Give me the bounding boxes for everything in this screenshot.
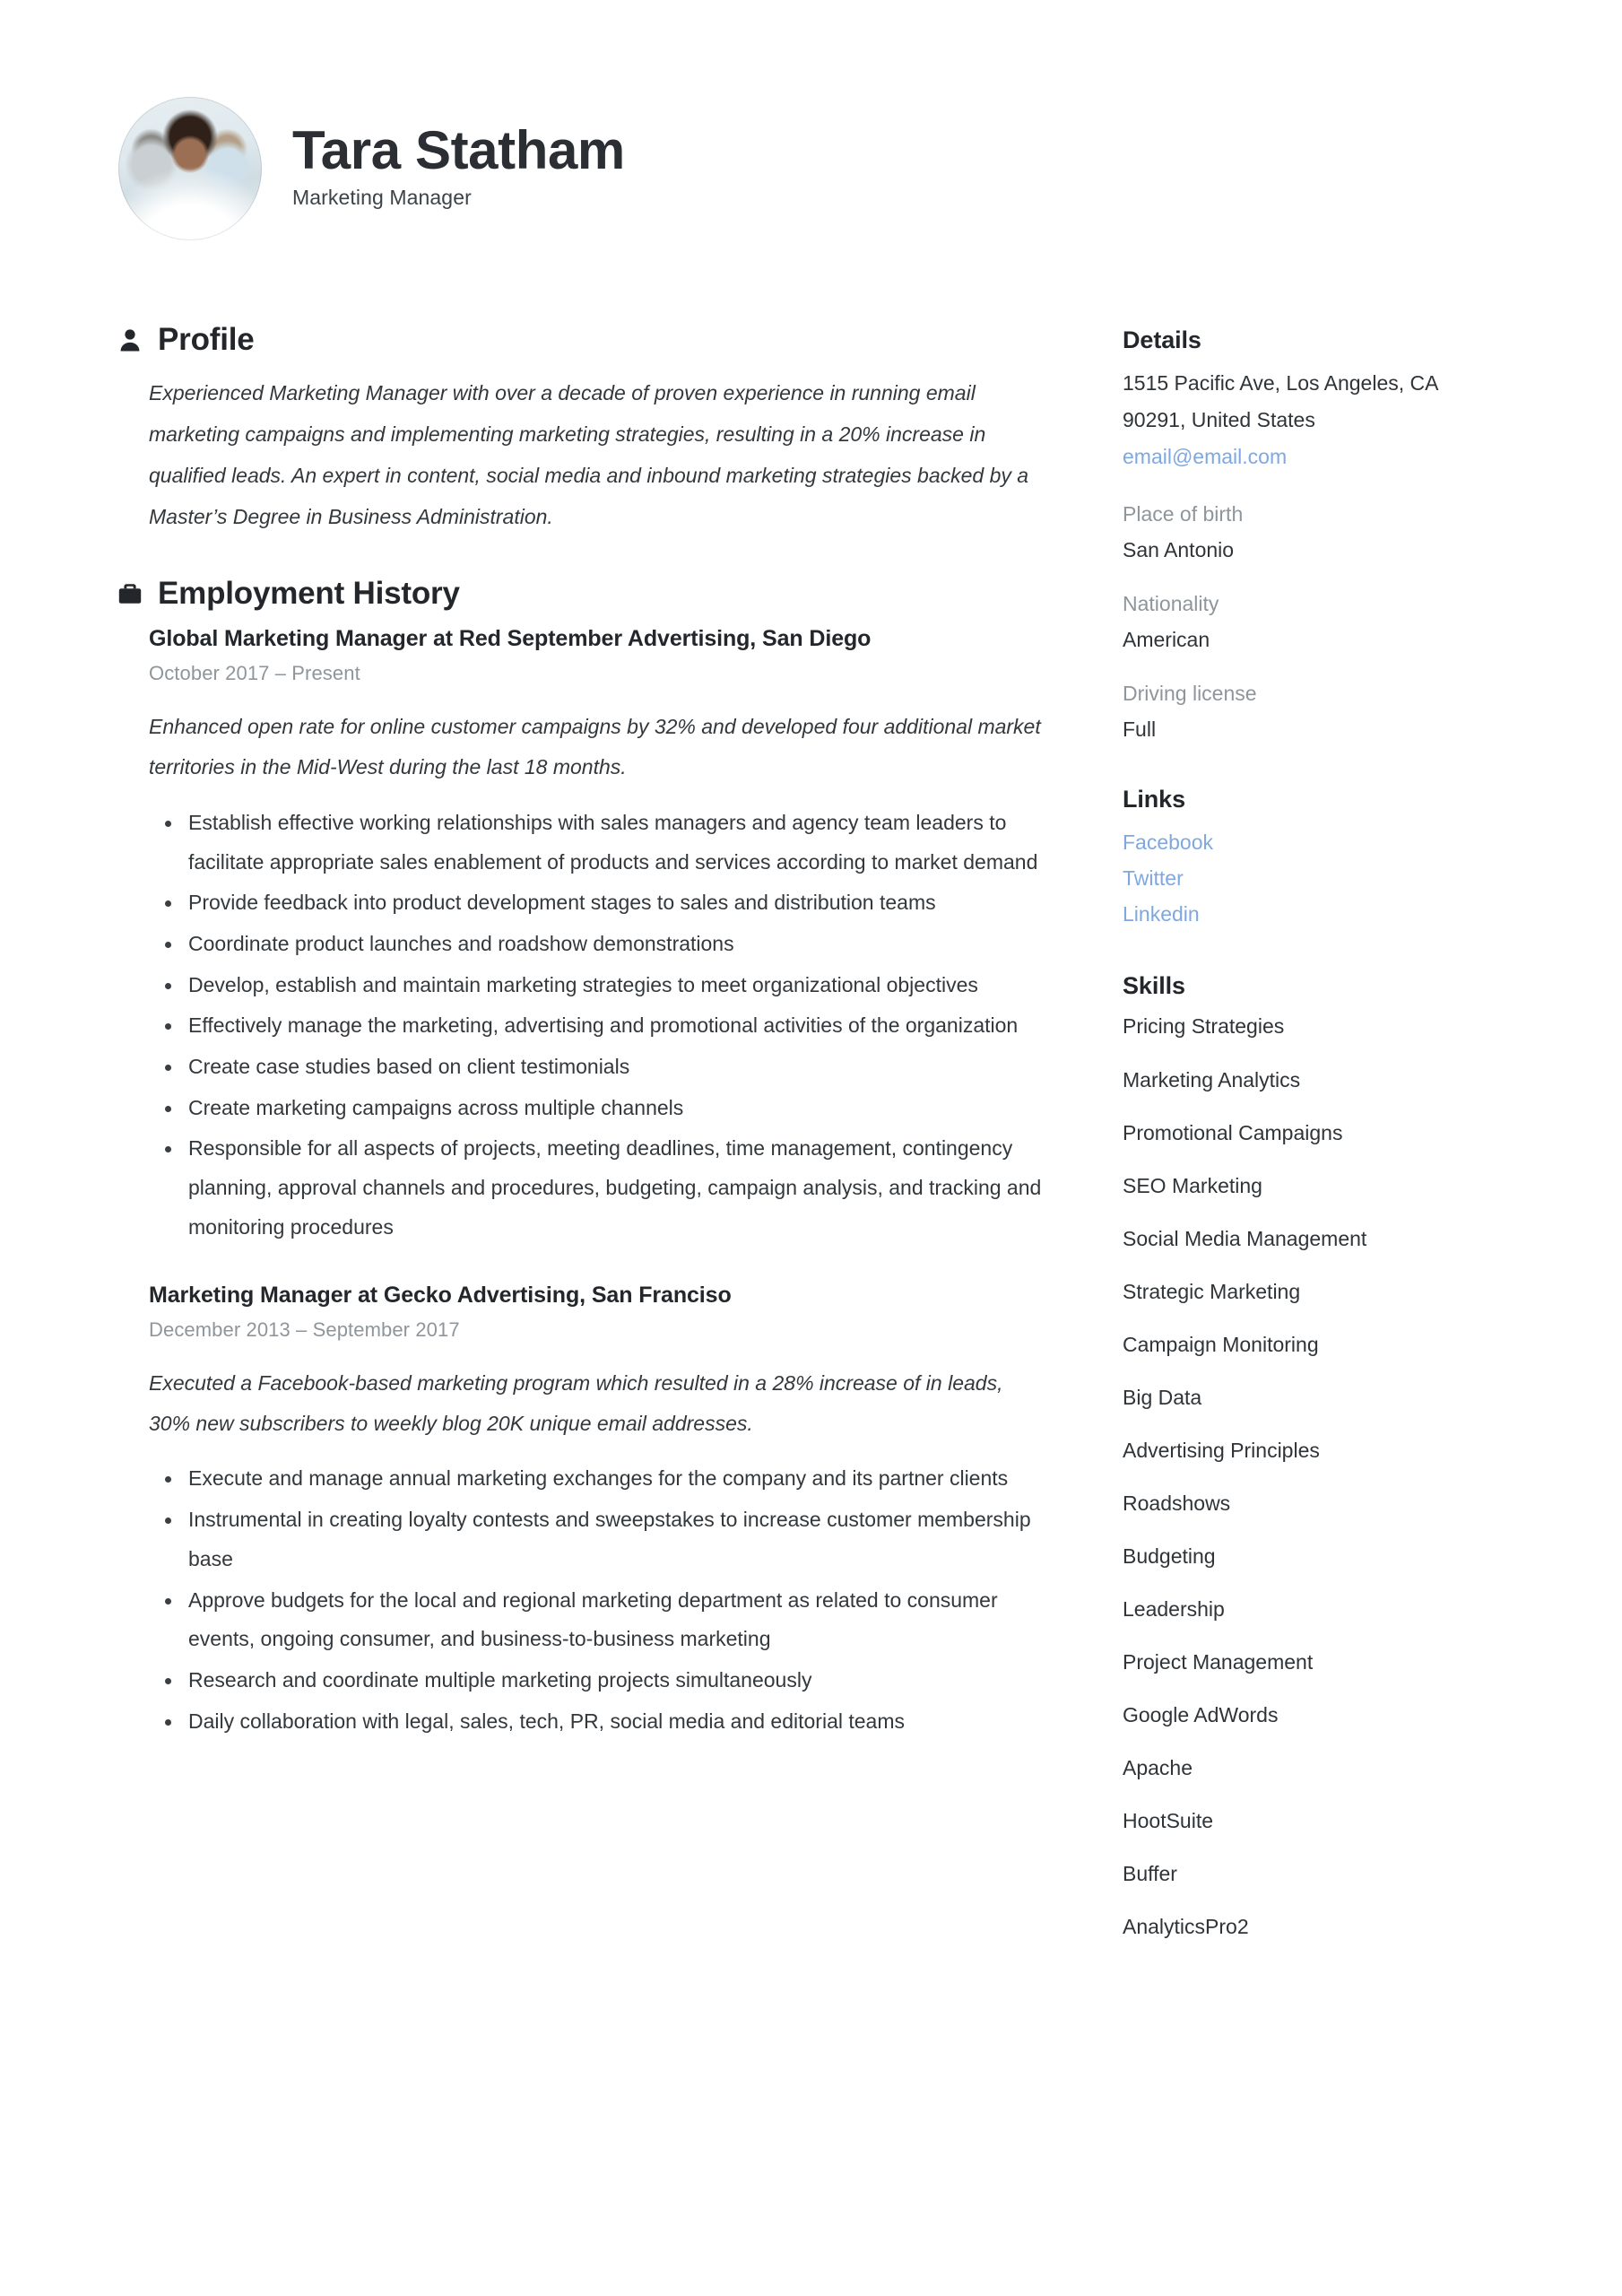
- link-linkedin[interactable]: Linkedin: [1123, 901, 1200, 926]
- list-item: Establish effective working relationships with sales managers and agency team leaders to facilitate appropriate sales enablement of products and services according to market demand: [149, 804, 1042, 882]
- list-item: Approve budgets for the local and regional marketing department as related to consumer events, ongoing consumer, and business-to-business marketing: [149, 1581, 1042, 1659]
- list-item: Research and coordinate multiple marketing projects simultaneously: [149, 1661, 1042, 1700]
- list-item: Create case studies based on client testimonials: [149, 1048, 1042, 1087]
- list-item: Create marketing campaigns across multiple channels: [149, 1089, 1042, 1128]
- section-links: [1123, 786, 1499, 932]
- list-item: Marketing Analytics: [1123, 1067, 1301, 1091]
- avatar-ring: [118, 97, 262, 240]
- job-entry: [118, 1282, 1042, 1742]
- job-description: Executed a Facebook-based marketing program which resulted in a 28% increase of in leads, 30% new subscribers to weekly blog 20K unique email addresses.: [149, 1370, 1003, 1435]
- list-item: Big Data: [1123, 1385, 1202, 1409]
- content-columns: [118, 323, 1504, 1971]
- list-item: Pricing Strategies: [1123, 1014, 1285, 1039]
- resume-header: [118, 97, 1504, 240]
- list-item: Execute and manage annual marketing exchanges for the company and its partner clients: [149, 1459, 1042, 1499]
- list-item: Project Management: [1123, 1650, 1314, 1674]
- section-details: [1123, 326, 1499, 744]
- list-item: Google AdWords: [1123, 1703, 1279, 1727]
- detail-value: Full: [1123, 718, 1157, 742]
- list-item: Apache: [1123, 1756, 1193, 1780]
- briefcase-icon: [118, 580, 142, 607]
- main-column: [118, 323, 1042, 1780]
- list-item: Social Media Management: [1123, 1226, 1367, 1250]
- list-item: Advertising Principles: [1123, 1438, 1320, 1462]
- list-item: Develop, establish and maintain marketing strategies to meet organizational objectives: [149, 966, 1042, 1005]
- link-twitter[interactable]: Twitter: [1123, 865, 1184, 890]
- profile-section-title: Profile: [158, 322, 255, 357]
- list-item: Strategic Marketing: [1123, 1279, 1301, 1303]
- detail-label: Place of birth: [1123, 501, 1244, 526]
- list-item: Instrumental in creating loyalty contests and sweepstakes to increase customer membership base: [149, 1500, 1042, 1578]
- profile-section-header: [118, 323, 1042, 358]
- job-entry: [118, 625, 1042, 1248]
- list-item: Responsible for all aspects of projects, meeting deadlines, time management, contingency planning, approval channels and procedures, budgeting, campaign analysis, and tracking and monitoring procedures: [149, 1129, 1042, 1247]
- details-section-title: Details: [1123, 326, 1201, 353]
- link-facebook[interactable]: Facebook: [1123, 830, 1214, 854]
- detail-field-place-of-birth: [1123, 500, 1499, 564]
- list-item: Leadership: [1123, 1596, 1225, 1621]
- detail-field-nationality: [1123, 589, 1499, 654]
- page-title: Tara Statham: [292, 120, 625, 180]
- employment-section-title: Employment History: [158, 575, 460, 611]
- list-item: Effectively manage the marketing, advertising and promotional activities of the organization: [149, 1006, 1042, 1046]
- job-heading: Marketing Manager at Gecko Advertising, San Franciso: [149, 1282, 732, 1308]
- header-job-title: Marketing Manager: [292, 186, 472, 209]
- list-item: HootSuite: [1123, 1809, 1214, 1833]
- list-item: Daily collaboration with legal, sales, tech, PR, social media and editorial teams: [149, 1702, 1042, 1742]
- skills-section-title: Skills: [1123, 972, 1185, 1000]
- list-item: AnalyticsPro2: [1123, 1915, 1249, 1939]
- section-employment-history: [118, 577, 1042, 1742]
- person-icon: [118, 326, 142, 353]
- list-item: Provide feedback into product development stages to sales and distribution teams: [149, 883, 1042, 923]
- job-heading: Global Marketing Manager at Red September Advertising, San Diego: [149, 626, 872, 651]
- employment-section-header: [118, 577, 1042, 612]
- header-text: [292, 122, 625, 215]
- avatar: [118, 97, 262, 240]
- email-link[interactable]: email@email.com: [1123, 444, 1288, 468]
- detail-value: American: [1123, 628, 1210, 652]
- address-line-2: 90291, United States: [1123, 407, 1315, 431]
- list-item: Campaign Monitoring: [1123, 1332, 1319, 1356]
- profile-text: Experienced Marketing Manager with over a decade of proven experience in running email marketing campaigns and implementing marketing strategies, resulting in a 20% increase in qualified leads. An expert in content, social media and inbound marketing strategies backed by a Master’s Degree in Business Administration.: [149, 380, 1029, 528]
- sidebar-column: [1123, 323, 1499, 1971]
- section-skills: [1123, 972, 1499, 1941]
- detail-field-driving-license: [1123, 679, 1499, 744]
- detail-label: Nationality: [1123, 591, 1219, 615]
- list-item: SEO Marketing: [1123, 1173, 1262, 1197]
- detail-label: Driving license: [1123, 682, 1257, 706]
- job-bullet-list: [149, 1459, 1042, 1741]
- list-item: Budgeting: [1123, 1544, 1216, 1568]
- address-line-1: 1515 Pacific Ave, Los Angeles, CA: [1123, 371, 1439, 395]
- list-item: Buffer: [1123, 1862, 1177, 1886]
- links-list: [1123, 826, 1499, 932]
- links-section-title: Links: [1123, 785, 1186, 813]
- job-dates: October 2017 – Present: [149, 662, 360, 685]
- list-item: Promotional Campaigns: [1123, 1120, 1343, 1144]
- job-bullet-list: [149, 804, 1042, 1248]
- skills-list: [1123, 1013, 1499, 1941]
- list-item: Roadshows: [1123, 1491, 1231, 1515]
- section-profile: [118, 323, 1042, 537]
- job-description: Enhanced open rate for online customer campaigns by 32% and developed four additional market territories in the Mid-West during the last 18 months.: [149, 715, 1041, 779]
- detail-value: San Antonio: [1123, 537, 1235, 561]
- job-dates: December 2013 – September 2017: [149, 1318, 460, 1341]
- list-item: Coordinate product launches and roadshow demonstrations: [149, 925, 1042, 964]
